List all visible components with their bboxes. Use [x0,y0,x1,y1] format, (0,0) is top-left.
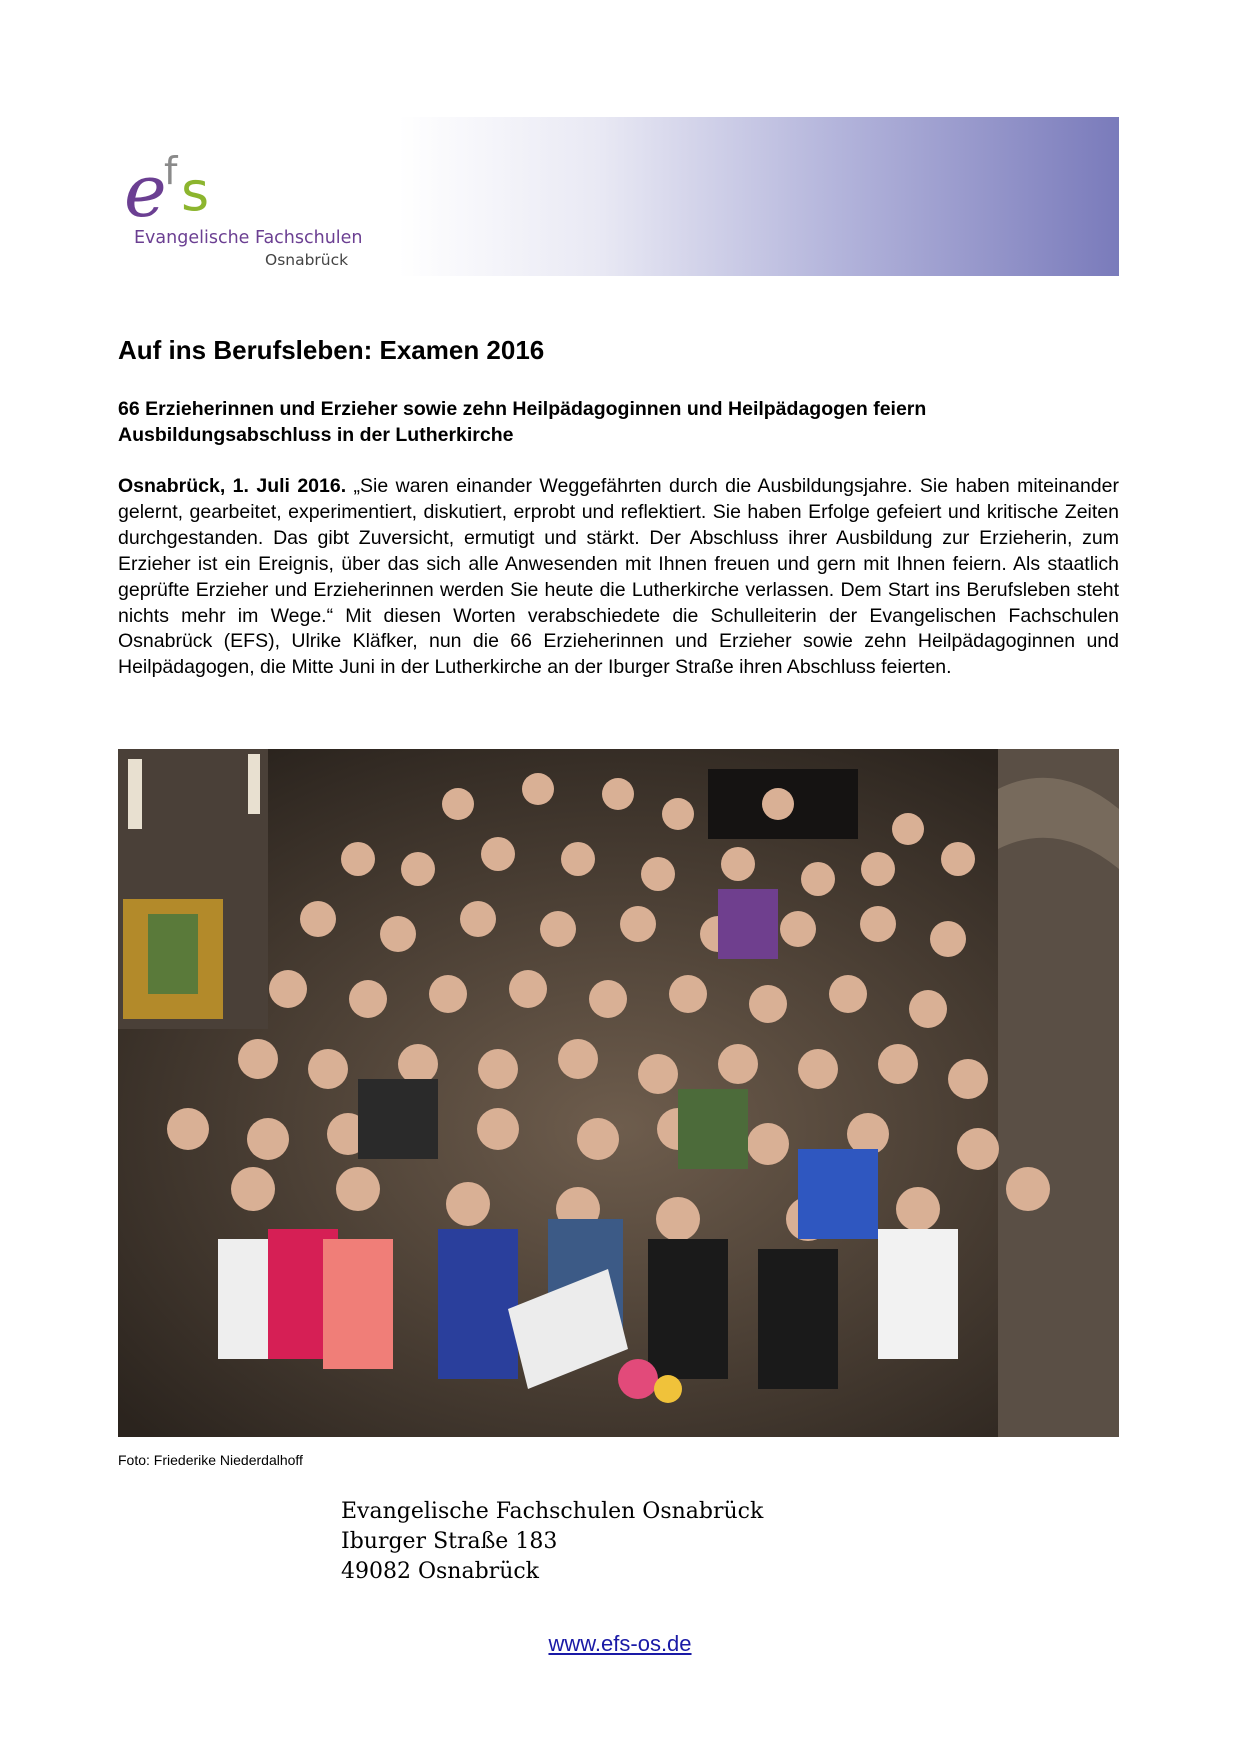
logo-city: Osnabrück [265,251,349,269]
efs-logo-mark [124,138,234,228]
article-title: Auf ins Berufsleben: Examen 2016 [118,335,545,365]
logo-school-name: Evangelische Fachschulen [134,228,363,248]
website-link[interactable]: www.efs-os.de [548,1631,692,1656]
address-line-city: 49082 Osnabrück [341,1559,540,1584]
article-body-text: „Sie waren einander Weggefährten durch die Ausbildungsjahre. Sie haben miteinander gelernt, gearbeitet, experimentiert, diskutiert, erprobt und reflektiert. Sie haben Erfolge gefeiert und kritische Zeiten durchgestanden. Das gibt Zuversicht, ermutigt und stärkt. Der Abschluss ihrer Ausbildung zur Erzieherin, zum Erzieher ist ein Ereignis, über das sich alle Anwesenden mit Ihnen freuen und gern mit Ihnen feiern. Als staatlich geprüfte Erzieher und Erzieherinnen werden Sie heute die Lutherkirche verlassen. Dem Start ins Berufsleben steht nichts mehr im Wege.“ Mit diesen Worten verabschiedete die Schulleiterin der Evangelischen Fachschulen Osnabrück (EFS), Ulrike Kläfker, nun die 66 Erzieherinnen und Erzieher sowie zehn Heilpädagoginnen und Heilpädagogen, die Mitte Juni in der Lutherkirche an der Iburger Straße ihren Abschluss feierten. [118,475,1119,679]
article-body [118,474,1119,681]
efs-logo [118,138,363,269]
group-photo-illustration [118,749,1119,1437]
address-line-name: Evangelische Fachschulen Osnabrück [341,1499,764,1524]
address-line-street: Iburger Straße 183 [341,1529,558,1554]
svg-text:e: e [124,149,167,228]
article-dateline: Osnabrück, 1. Juli 2016. [118,475,347,497]
svg-text:s: s [181,160,210,223]
article-subtitle: 66 Erzieherinnen und Erzieher sowie zehn Heilpädagoginnen und Heilpädagogen feiern Ausbildungsabschluss in der Lutherkirche [118,398,927,446]
group-photo [118,749,1119,1437]
footer-address [341,1497,763,1587]
photo-credit: Foto: Friederike Niederdalhoff [118,1452,303,1468]
footer-website [0,1631,1240,1657]
svg-text:f: f [164,149,178,193]
